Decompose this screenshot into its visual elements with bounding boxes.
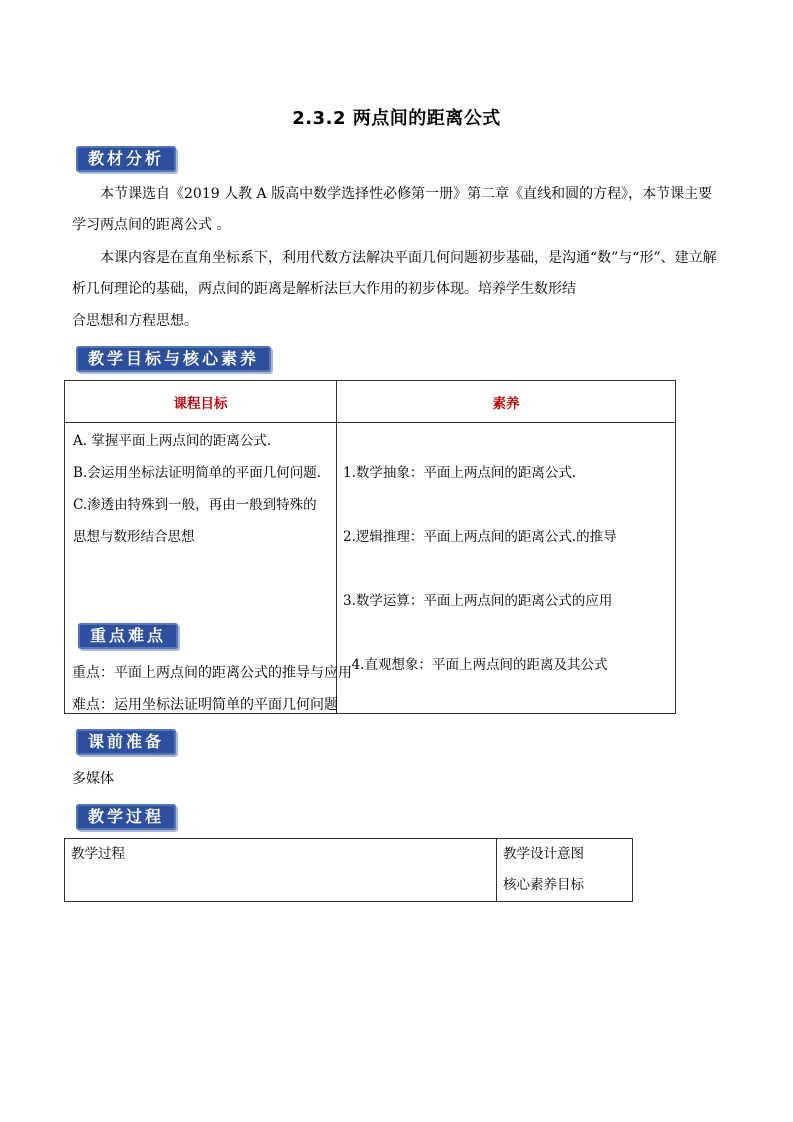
goal-item: 思想与数形结合思想 (73, 529, 195, 545)
analysis-paragraph-1: 本节课选自《2019 人教 A 版高中数学选择性必修第一册》第二章《直线和圆的方程》，本节课主要学习两点间的距离公式 。 (72, 186, 713, 233)
goals-header: 课程目标 (65, 381, 337, 423)
goal-item: C.渗透由特殊到一般，再由一般到特殊的 (73, 497, 317, 513)
literacy-header: 素养 (337, 381, 676, 423)
literacy-target-header: 核心素养目标 (503, 877, 584, 893)
intent-cell (497, 839, 633, 902)
analysis-paragraph-2-end: 合思想和方程思想。 (72, 313, 198, 329)
page-title: 2.3.2 两点间的距离公式 (292, 108, 501, 129)
literacy-item: 2.逻辑推理：平面上两点间的距离公式.的推导 (343, 529, 617, 545)
literacy-item: 1.数学抽象：平面上两点间的距离公式. (343, 465, 577, 481)
section-badge-preparation: 课前准备 (76, 729, 176, 755)
goal-item: A. 掌握平面上两点间的距离公式. (73, 433, 272, 449)
literacy-cell (337, 423, 676, 714)
intent-header: 教学设计意图 (503, 846, 584, 862)
goal-item: B.会运用坐标法证明简单的平面几何问题. (73, 465, 322, 481)
preparation-text: 多媒体 (72, 771, 114, 787)
process-table (64, 838, 633, 902)
process-header: 教学过程 (71, 846, 125, 862)
literacy-item: 3.数学运算：平面上两点间的距离公式的应用 (343, 593, 613, 609)
section-badge-goals: 教学目标与核心素养 (76, 346, 271, 372)
literacy-item: 4.直观想象：平面上两点间的距离及其公式 (343, 657, 608, 673)
difficulty-text: 难点：运用坐标法证明简单的平面几何问题 (72, 697, 338, 713)
section-badge-process: 教学过程 (76, 804, 176, 830)
key-point-text: 重点：平面上两点间的距离公式的推导与应用 (72, 665, 352, 681)
section-badge-key-points: 重点难点 (78, 623, 178, 649)
process-cell (65, 839, 497, 902)
analysis-paragraph-2: 本课内容是在直角坐标系下，利用代数方法解决平面几何问题初步基础，是沟通“数”与“形”、建立解析几何理论的基础，两点间的距离是解析法巨大作用的初步体现。培养学生数形结 (72, 250, 717, 297)
section-badge-analysis: 教材分析 (76, 146, 176, 172)
